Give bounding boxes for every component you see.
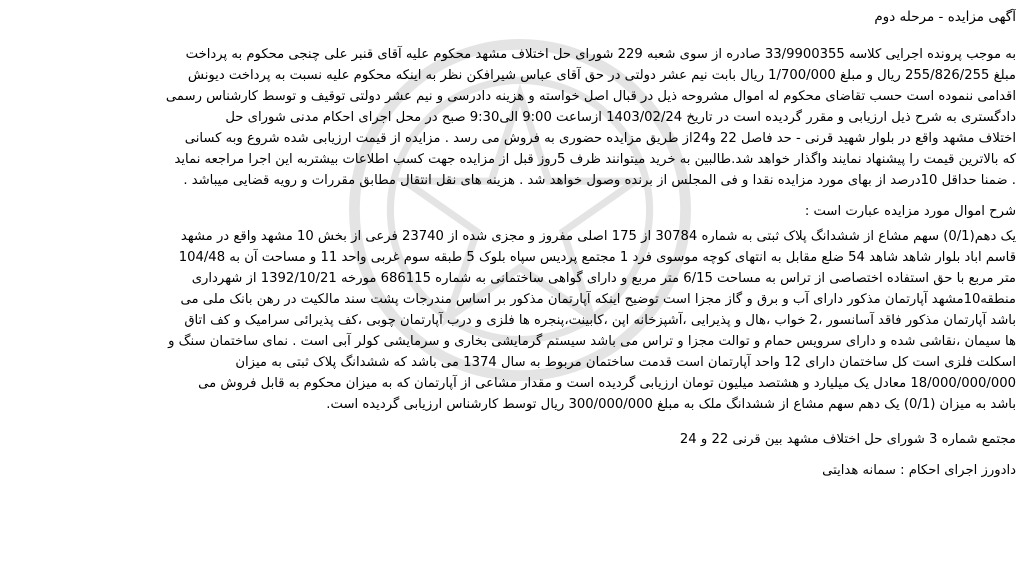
- footer-organization: مجتمع شماره 3 شورای حل اختلاف مشهد بین قرنی 22 و 24: [679, 432, 1016, 447]
- paragraph-line: به موجب پرونده اجرایی کلاسه 33/9900355 صادره از سوی شعبه 229 شورای حل اختلاف مشهد محکوم علیه آقای قنبر علی چنجی محکوم به پرداخت: [185, 47, 1016, 62]
- notice-paragraph-2: [10, 226, 1016, 415]
- footer-signature: دادورز اجرای احکام : سمانه هدایتی: [822, 463, 1016, 478]
- paragraph-line: مبلغ 255/826/255 ریال و مبلغ 1/700/000 ریال بابت نیم عشر دولتی در حق آقای عباس شیرافکن نظر به اینکه محکوم علیه نسبت به پرداخت دیونش: [187, 68, 1016, 83]
- paragraph-line: اسکلت فلزی است کل ساختمان دارای 12 واحد آپارتمان است قدمت ساختمان مربوط به سال 1374 می باشد که ششدانگ پلاک ثبتی به میزان: [235, 355, 1016, 370]
- paragraph-line: دادگستری به شرح ذیل ارزیابی و مقرر گردیده است در تاریخ 1403/02/24 ازساعت 9:00 الی9:30 صبح در محل اجرای احکام مدنی شورای حل: [225, 110, 1016, 125]
- notice-paragraph-1: [10, 44, 1016, 191]
- paragraph-line: اقدامی ننموده است حسب تقاضای محکوم له اموال مشروحه ذیل در قبال اصل خواسته و هزینه دادرسی و نیم عشر دولتی توقیف و توسط کارشناس رسمی: [165, 89, 1016, 104]
- paragraph-line: یک دهم(0/1) سهم مشاع از ششدانگ پلاک ثبتی به شماره 30784 از 175 اصلی مفروز و مجزی شده از 23740 فرعی از بخش 10 مشهد واقع در مشهد: [180, 229, 1016, 244]
- paragraph-line: منطقه10مشهد آپارتمان مذکور دارای آب و برق و گاز مجزا است توضیح اینکه آپارتمان مذکور بر اساس مندرجات پشت سند مالکیت در رهن بانک ملی می: [180, 292, 1016, 307]
- paragraph-line: که بالاترین قیمت را پیشنهاد نمایند واگذار خواهد شد.طالبین به خرید میتوانند ظرف 5روز قبل از مزایده جهت کسب اطلاعات بیشتربه این اجرا مراجعه نماید: [174, 152, 1016, 167]
- paragraph-line: ها سیمان ،نقاشی شده و دارای سرویس حمام و توالت مجزا و تراس می باشد سیستم گرمایشی بخاری و سرمایشی کولر آبی است . نمای ساختمان سنگ و: [168, 334, 1016, 349]
- paragraph-line: باشد آپارتمان مذکور فاقد آسانسور ،2 خواب ،هال و پذیرایی ،آشپزخانه اپن ،کابینت،پنجره ها فلزی و درب آپارتمان چوبی ،کف پذیرائی سرامیک و کف اتاق: [184, 313, 1016, 328]
- paragraph-line: متر مربع با حق استفاده اختصاصی از تراس به مساحت 6/15 متر مربع و دارای گواهی ساختمانی به شماره 686115 مورخه 1392/10/21 از شهرداری: [191, 271, 1016, 286]
- paragraph-line: باشد به میزان (0/1) یک دهم سهم مشاع از ششدانگ ملک به مبلغ 300/000/000 ریال توسط کارشناس ارزیابی گردیده است.: [326, 397, 1016, 412]
- property-subheading: شرح اموال مورد مزایده عبارت است :: [804, 204, 1016, 219]
- paragraph-line: 18/000/000/000 معادل یک میلیارد و هشتصد میلیون تومان ارزیابی گردیده است و مقدار مشاعی از آپارتمان که به میزان محکوم به قابل فروش می: [198, 376, 1016, 391]
- paragraph-line: . ضمنا حداقل 10درصد از بهای مورد مزایده نقدا و فی المجلس از برنده وصول خواهد شد . هزینه های نقل انتقال مطابق مقررات و رویه قضایی میباشد .: [183, 173, 1016, 188]
- paragraph-line: قاسم اباد بلوار شاهد شاهد 54 ضلع مقابل به انتهای کوچه موسوی فرد 1 مجتمع پردیس سپاه بلوک 5 طبقه سوم غربی واحد 11 و مساحت آن به 104/48: [178, 250, 1016, 265]
- paragraph-line: اختلاف مشهد واقع در بلوار شهید قرنی - حد فاصل 22 و24از طریق مزایده حضوری به فروش می رسد . مزایده از قیمت ارزیابی شده شروع وبه کسانی: [184, 131, 1016, 146]
- notice-title: آگهی مزایده - مرحله دوم: [874, 9, 1016, 25]
